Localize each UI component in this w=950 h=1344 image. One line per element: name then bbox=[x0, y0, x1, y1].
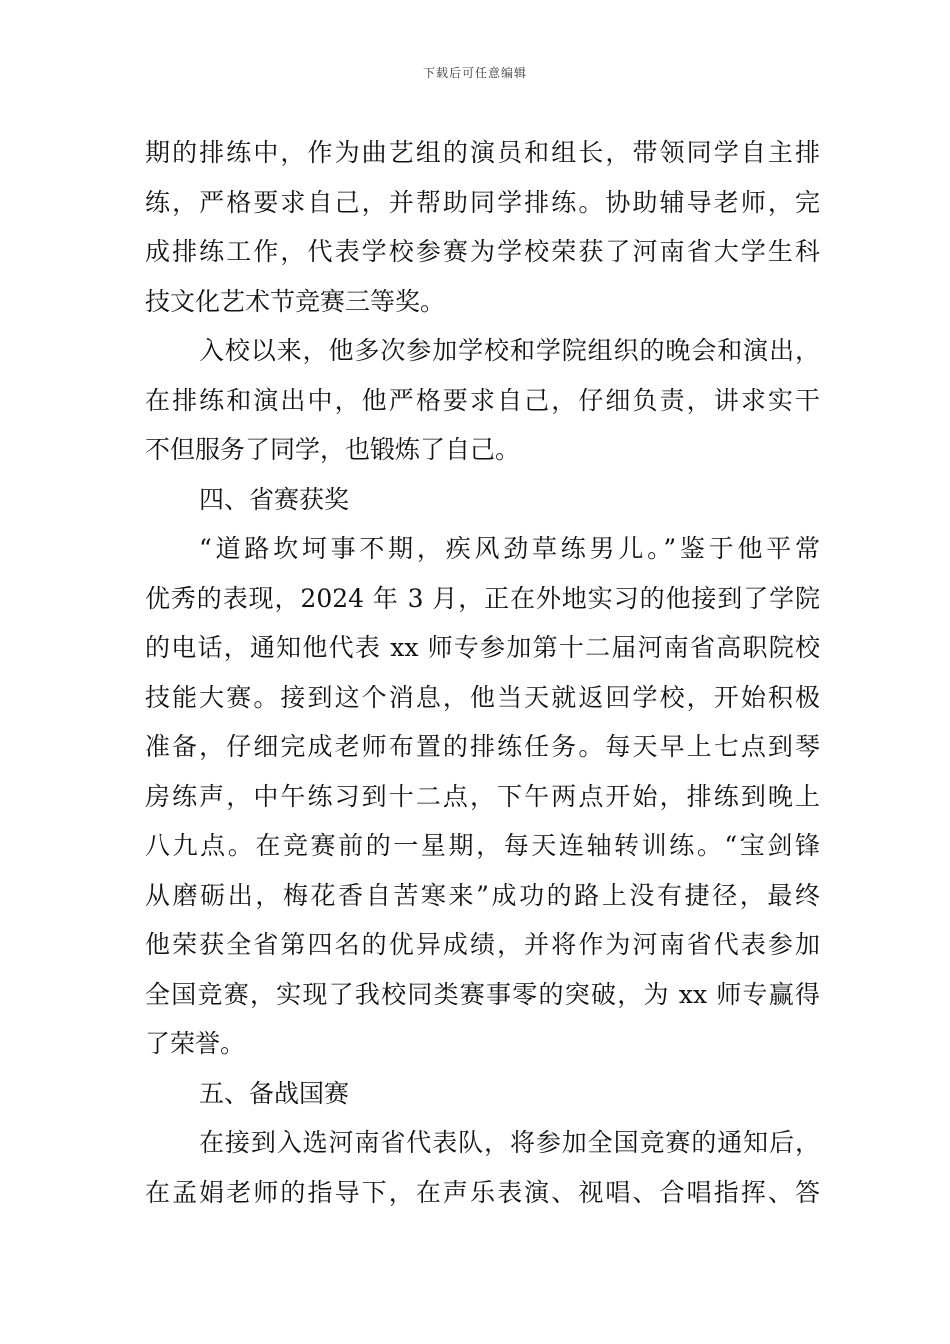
paragraph-line: 技文化艺术节竞赛三等奖。 bbox=[145, 286, 446, 316]
paragraph-line: 了荣誉。 bbox=[145, 1029, 246, 1058]
section-heading: 五、备战国赛 bbox=[199, 1078, 350, 1108]
section-heading: 四、省赛获奖 bbox=[199, 484, 350, 514]
paragraph-line: 准备，仔细完成老师布置的排练任务。每天早上七点到琴 bbox=[145, 732, 820, 761]
paragraph-line: 在孟娟老师的指导下，在声乐表演、视唱、合唱指挥、答 bbox=[145, 1177, 820, 1207]
page-header: 下载后可任意编辑 bbox=[422, 66, 527, 80]
paragraph-line: 优秀的表现，2024 年 3 月，正在外地实习的他接到了学院 bbox=[145, 583, 820, 613]
paragraph-line: 在接到入选河南省代表队，将参加全国竞赛的通知后， bbox=[199, 1128, 820, 1157]
paragraph-line: 期的排练中，作为曲艺组的演员和组长，带领同学自主排 bbox=[145, 138, 820, 167]
paragraph-line: 不但服务了同学，也锻炼了自己。 bbox=[145, 435, 521, 464]
paragraph-line: 全国竞赛，实现了我校同类赛事零的突破，为 xx 师专赢得 bbox=[145, 979, 820, 1009]
paragraph-line: 入校以来，他多次参加学校和学院组织的晚会和演出， bbox=[199, 336, 820, 365]
paragraph-line: 成排练工作，代表学校参赛为学校荣获了河南省大学生科 bbox=[145, 237, 820, 266]
paragraph-line: 技能大赛。接到这个消息，他当天就返回学校，开始积极 bbox=[145, 682, 820, 712]
paragraph-line: 房练声，中午练习到十二点，下午两点开始，排练到晚上 bbox=[145, 781, 820, 811]
paragraph-line: 从磨砺出，梅花香自苦寒来”成功的路上没有捷径，最终 bbox=[145, 880, 820, 910]
paragraph-line: “道路坎坷事不期，疾风劲草练男儿。”鉴于他平常 bbox=[199, 534, 820, 563]
paragraph-line: 练，严格要求自己，并帮助同学排练。协助辅导老师，完 bbox=[145, 187, 820, 217]
paragraph-line: 的电话，通知他代表 xx 师专参加第十二届河南省高职院校 bbox=[145, 633, 820, 662]
paragraph-line: 在排练和演出中，他严格要求自己，仔细负责，讲求实干 bbox=[145, 385, 820, 415]
document-body bbox=[145, 128, 820, 1217]
paragraph-line: 八九点。在竞赛前的一星期，每天连轴转训练。“宝剑锋 bbox=[145, 831, 820, 860]
paragraph-line: 他荣获全省第四名的优异成绩，并将作为河南省代表参加 bbox=[145, 930, 820, 959]
